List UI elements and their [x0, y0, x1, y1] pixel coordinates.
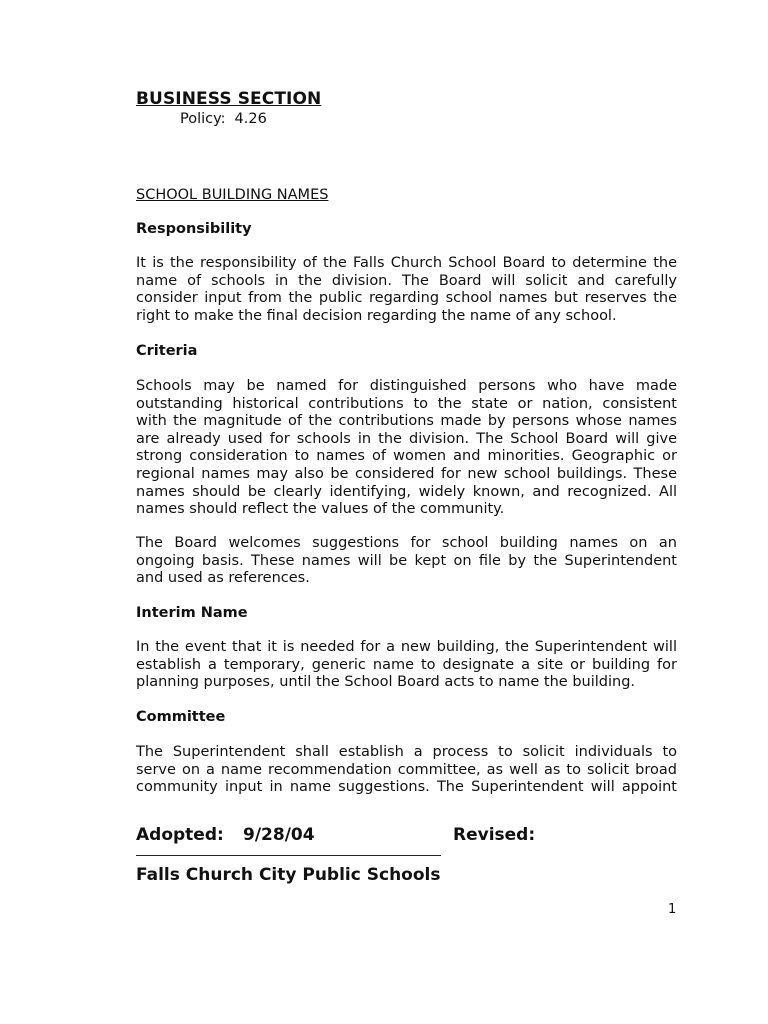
- adopted-date: 9/28/04: [243, 825, 315, 845]
- heading-interim-name: Interim Name: [136, 605, 248, 621]
- text-line: The Superintendent shall establish a process to solicit individuals to: [136, 744, 677, 760]
- heading-committee: Committee: [136, 709, 226, 725]
- text-line: In the event that it is needed for a new building, the Superintendent will: [136, 639, 677, 655]
- policy-number: 4.26: [234, 111, 267, 127]
- text-line: community input in name suggestions. The Superintendent will appoint: [136, 779, 677, 796]
- page-number: 1: [668, 902, 677, 917]
- organization-name: Falls Church City Public Schools: [136, 865, 441, 885]
- text-line: planning purposes, until the School Board acts to name the building.: [136, 674, 636, 691]
- revised-label: Revised:: [453, 825, 536, 845]
- text-line: The Board welcomes suggestions for school building names on an: [136, 535, 677, 551]
- paragraph-criteria-2: [136, 535, 677, 588]
- text-line: establish a temporary, generic name to designate a site or building for: [136, 656, 677, 673]
- footer-rule: [136, 855, 441, 856]
- text-line: serve on a name recommendation committee, as well as to solicit broad: [136, 761, 677, 778]
- policy-line: [180, 111, 267, 127]
- text-line: are already used for schools in the division. The School Board will give: [136, 430, 677, 447]
- text-line: outstanding historical contributions to the state or nation, consistent: [136, 395, 677, 412]
- text-line: strong consideration to names of women and minorities. Geographic or: [136, 448, 677, 465]
- section-title: BUSINESS SECTION: [136, 89, 322, 109]
- policy-label: Policy:: [180, 111, 226, 127]
- text-line: and used as references.: [136, 570, 310, 587]
- text-line: It is the responsibility of the Falls Church School Board to determine the: [136, 255, 677, 271]
- heading-criteria: Criteria: [136, 343, 198, 359]
- document-title: SCHOOL BUILDING NAMES: [136, 187, 329, 203]
- text-line: consider input from the public regarding school names but reserves the: [136, 290, 677, 307]
- paragraph-responsibility: [136, 255, 677, 325]
- paragraph-committee: [136, 744, 677, 797]
- text-line: names should be clearly identifying, widely known, and recognized. All: [136, 483, 677, 500]
- text-line: name of schools in the division. The Board will solicit and carefully: [136, 272, 677, 289]
- paragraph-criteria-1: [136, 378, 677, 519]
- text-line: with the magnitude of the contributions made by persons whose names: [136, 413, 677, 430]
- paragraph-interim-name: [136, 639, 677, 692]
- text-line: regional names may also be considered for new school buildings. These: [136, 465, 677, 482]
- text-line: names should reflect the values of the community.: [136, 501, 505, 518]
- heading-responsibility: Responsibility: [136, 221, 252, 237]
- text-line: Schools may be named for distinguished persons who have made: [136, 378, 677, 394]
- text-line: right to make the final decision regarding the name of any school.: [136, 307, 617, 324]
- text-line: ongoing basis. These names will be kept on file by the Superintendent: [136, 552, 677, 569]
- adopted-label: Adopted:: [136, 825, 224, 845]
